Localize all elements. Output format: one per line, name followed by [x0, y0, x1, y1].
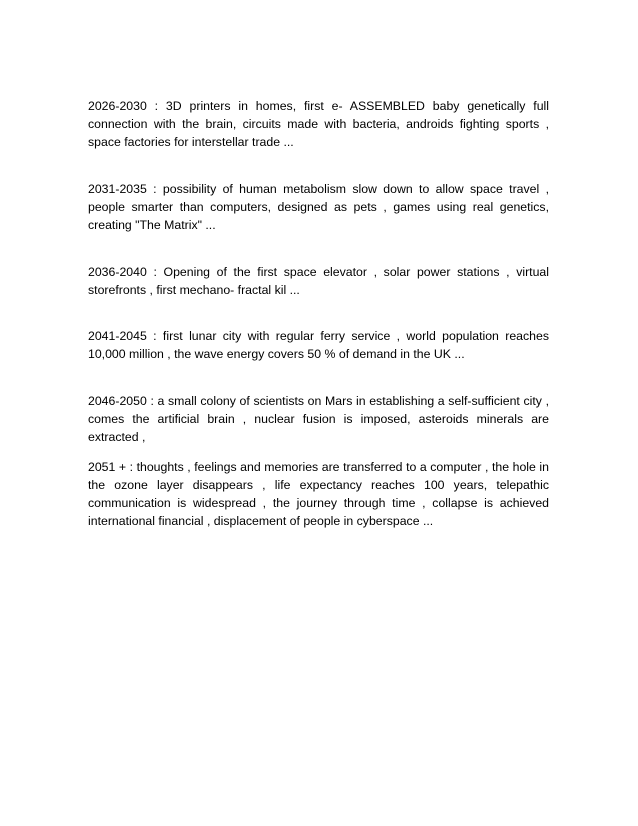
paragraph-2036-2040: 2036-2040 : Opening of the first space elevator , solar power stations , virtual storefronts , first mechano- fractal kil ...: [88, 265, 549, 297]
paragraph-2026-2030: 2026-2030 : 3D printers in homes, first e- ASSEMBLED baby genetically full connection with the brain, circuits made with bacteria, androids fighting sports , space factories for interstellar trade ...: [88, 99, 549, 149]
paragraph-2051-plus: 2051 + : thoughts , feelings and memories are transferred to a computer , the hole in the ozone layer disappears , life expectancy reaches 100 years, telepathic communication is widespread , the journey through time , collapse is achieved international financial , displacement of people in cyberspace ...: [88, 460, 549, 528]
paragraph-2046-2050: 2046-2050 : a small colony of scientists on Mars in establishing a self-sufficient city , comes the artificial brain , nuclear fusion is imposed, asteroids minerals are extracted ,: [88, 394, 549, 444]
paragraph-2031-2035: 2031-2035 : possibility of human metabolism slow down to allow space travel , people smarter than computers, designed as pets , games using real genetics, creating "The Matrix" ...: [88, 182, 549, 232]
paragraph-2041-2045: 2041-2045 : first lunar city with regular ferry service , world population reaches 10,000 million , the wave energy covers 50 % of demand in the UK ...: [88, 329, 549, 361]
